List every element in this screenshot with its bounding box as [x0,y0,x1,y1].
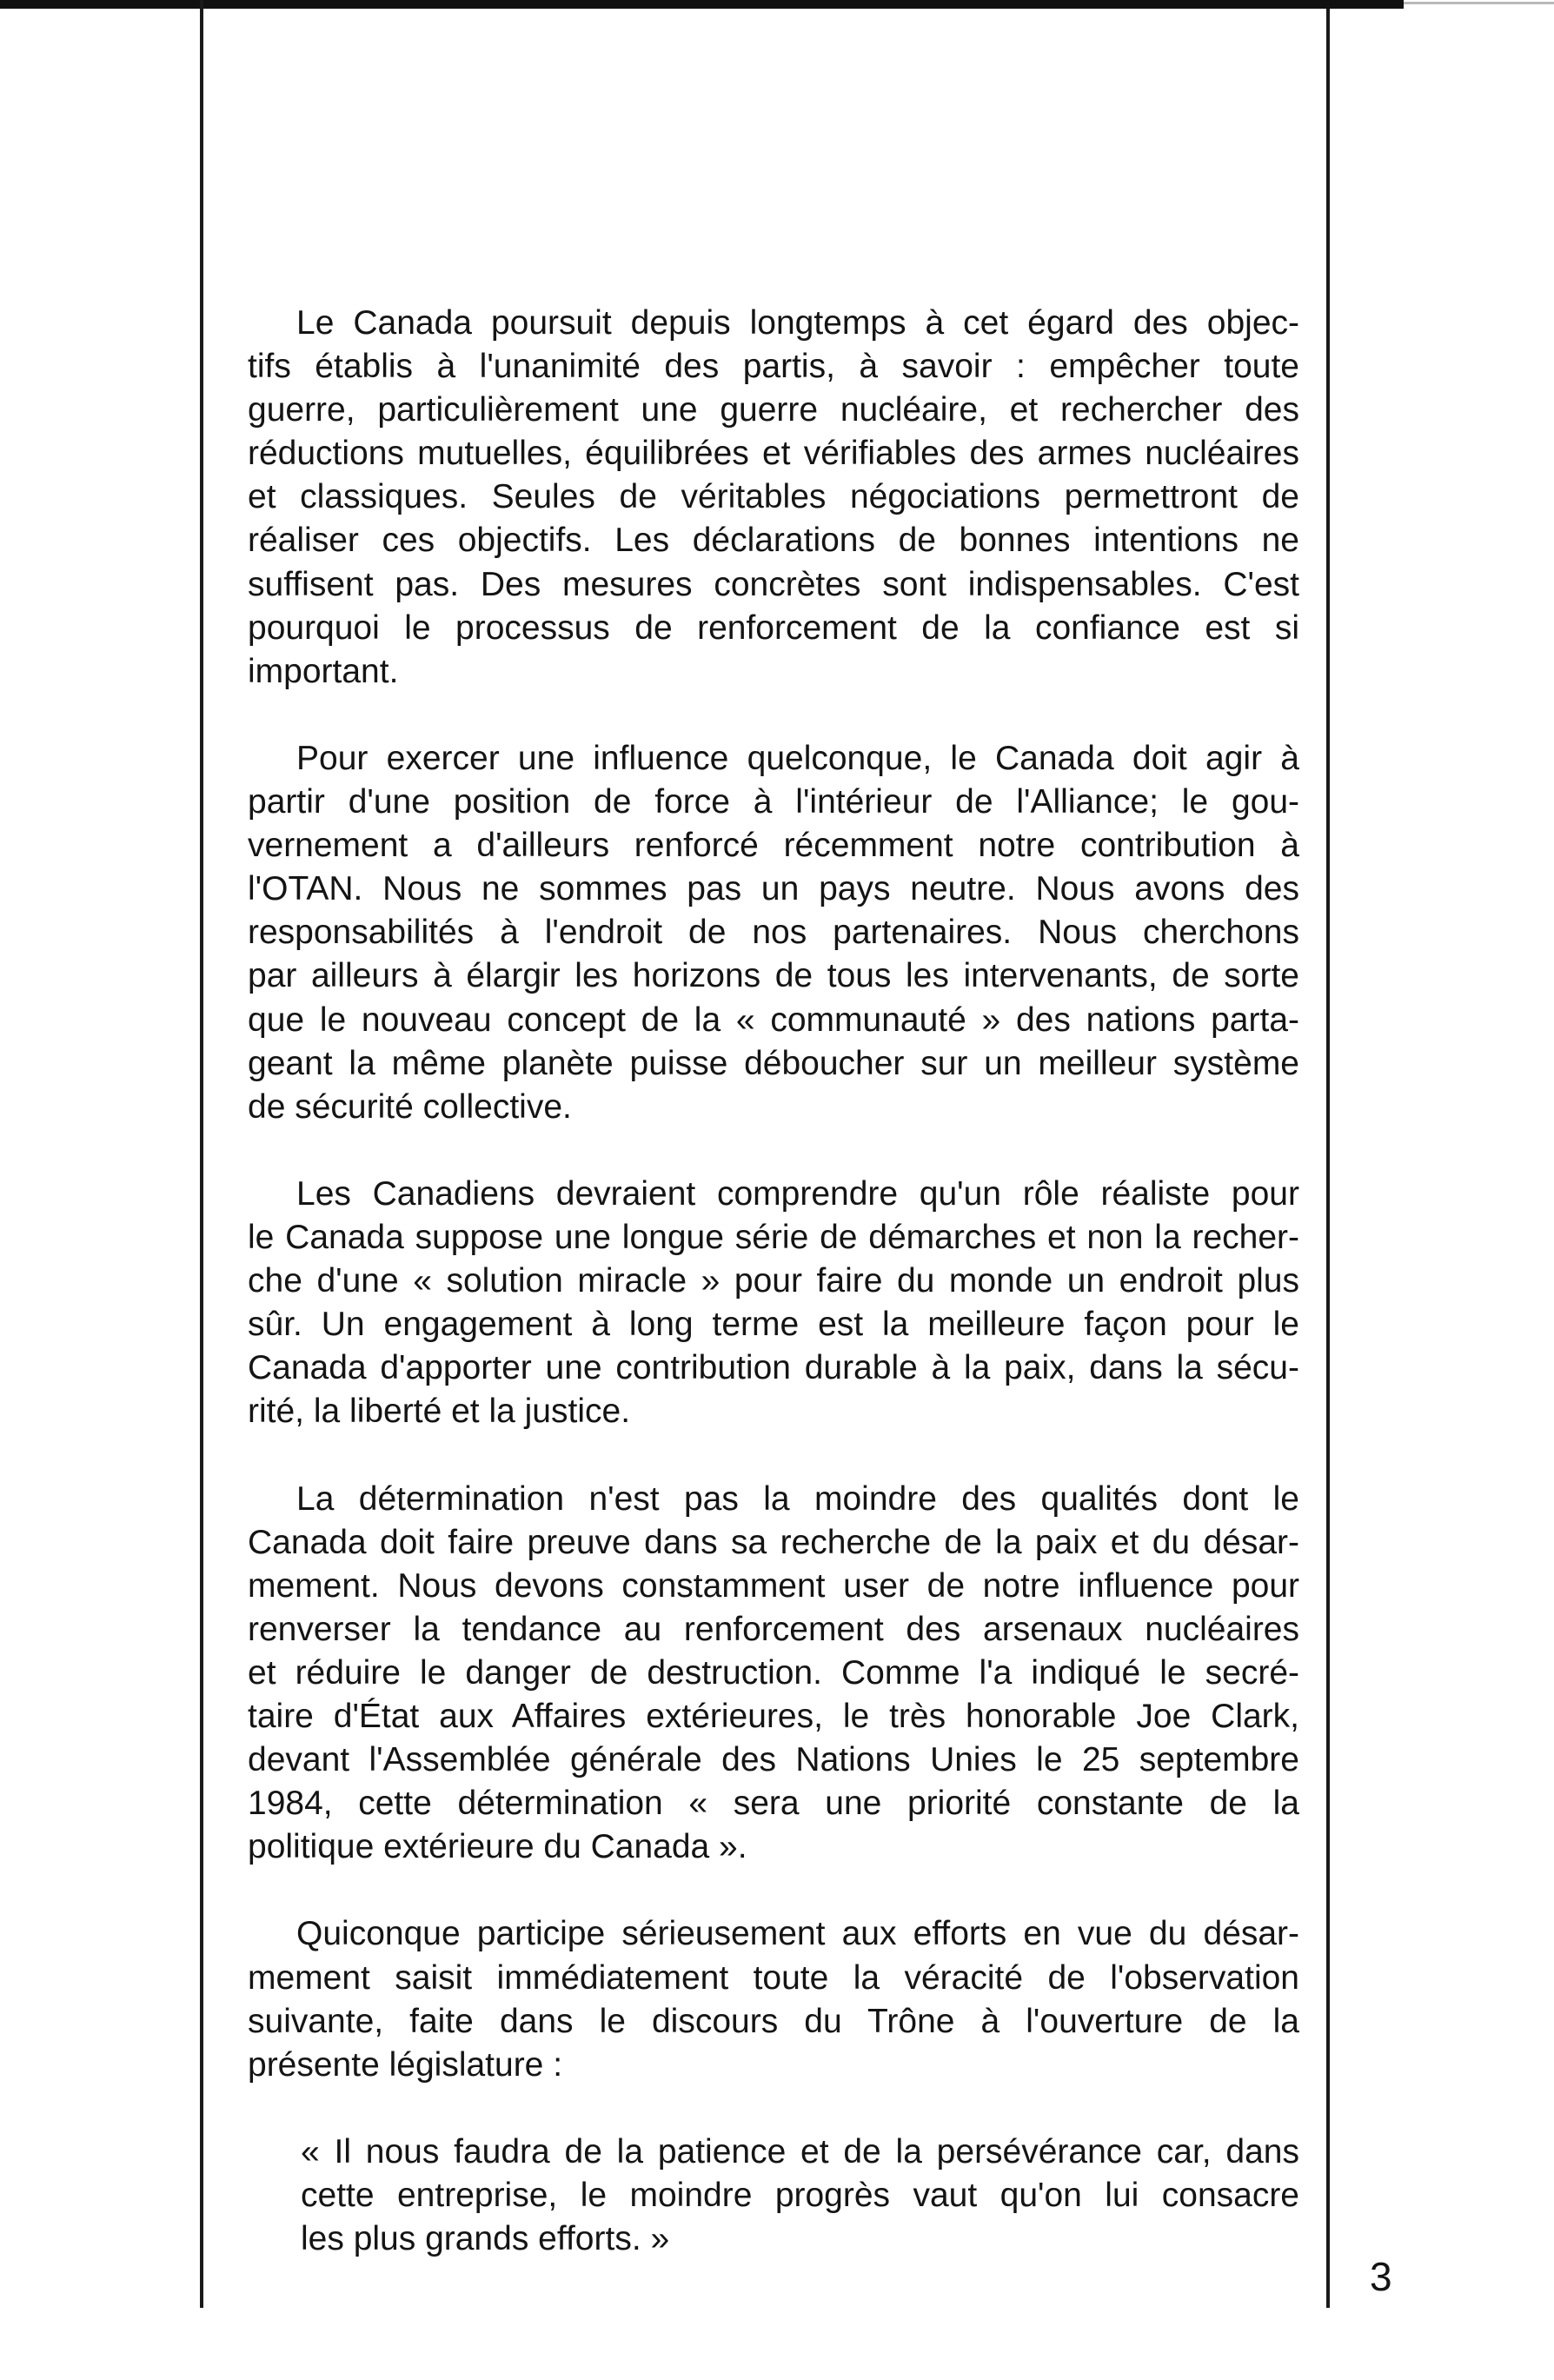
text-line: sûr. Un engagement à long terme est la meilleure façon pour le [248,1306,1299,1344]
text-line: Le Canada poursuit depuis longtemps à cet égard des objec- [296,304,1299,342]
text-line: La détermination n'est pas la moindre des qualités dont le [296,1479,1299,1518]
text-line: partir d'une position de force à l'intérieur de l'Alliance; le gou- [248,783,1299,821]
paragraph-influence [248,737,1299,1129]
text-line: Canada doit faire preuve dans sa recherche de la paix et du désar- [248,1523,1299,1561]
text-line: responsabilités à l'endroit de nos partenaires. Nous cherchons [248,914,1299,952]
margin-rule-right [1326,9,1330,2308]
text-line: Les Canadiens devraient comprendre qu'un rôle réaliste pour [296,1174,1299,1213]
text-line: renverser la tendance au renforcement des arsenaux nucléaires [248,1610,1299,1648]
text-line: che d'une « solution miracle » pour faire du monde un endroit plus [248,1262,1299,1300]
text-line: de sécurité collective. [248,1087,572,1126]
text-line: vernement a d'ailleurs renforcé récemment notre contribution à [248,827,1299,865]
quote-line: cette entreprise, le moindre progrès vaut qu'on lui consacre [301,2177,1299,2215]
text-line: le Canada suppose une longue série de démarches et non la recher- [248,1218,1299,1256]
text-line: politique extérieure du Canada ». [248,1828,747,1866]
text-line: suffisent pas. Des mesures concrètes sont indispensables. C'est [248,565,1299,603]
text-line: guerre, particulièrement une guerre nucléaire, et rechercher des [248,391,1299,429]
text-line: devant l'Assemblée générale des Nations Unies le 25 septembre [248,1741,1299,1779]
quote-line: les plus grands efforts. » [301,2220,670,2258]
text-line: mement saisit immédiatement toute la véracité de l'observation [248,1958,1299,1997]
text-line: et réduire le danger de destruction. Comme l'a indiqué le secré- [248,1653,1299,1692]
paragraph-realistic-role [248,1173,1299,1434]
text-line: 1984, cette détermination « sera une priorité constante de la [248,1785,1299,1823]
text-line: présente législature : [248,2045,563,2084]
text-line: suivante, faite dans le discours du Trône à l'ouverture de la [248,2002,1299,2040]
text-line: Pour exercer une influence quelconque, le Canada doit agir à [296,739,1299,777]
throne-speech-quote [301,2131,1299,2261]
text-line: l'OTAN. Nous ne sommes pas un pays neutre. Nous avons des [248,870,1299,908]
quote-line: « Il nous faudra de la patience et de la persévérance car, dans [301,2132,1299,2171]
text-line: geant la même planète puisse déboucher sur un meilleur système [248,1044,1299,1082]
text-line: taire d'État aux Affaires extérieures, le très honorable Joe Clark, [248,1698,1299,1735]
text-line: par ailleurs à élargir les horizons de tous les intervenants, de sorte [248,957,1299,995]
text-line: tifs établis à l'unanimité des partis, à savoir : empêcher toute [248,348,1299,386]
paragraph-determination [248,1478,1299,1870]
text-line: réaliser ces objectifs. Les déclarations de bonnes intentions ne [248,522,1299,560]
margin-rule-left [200,0,203,2308]
text-line: et classiques. Seules de véritables négociations permettront de [248,478,1299,516]
text-line: que le nouveau concept de la « communauté » des nations parta- [248,1001,1299,1039]
text-column [248,302,1299,2261]
text-line: pourquoi le processus de renforcement de la confiance est si [248,608,1299,647]
paragraph-disarmament [248,1912,1299,2086]
text-line: mement. Nous devons constamment user de notre influence pour [248,1566,1299,1605]
text-line: rité, la liberté et la justice. [248,1393,631,1431]
page-border-top-faint [1404,2,1554,4]
page-number: 3 [1370,2254,1392,2299]
text-line: Canada d'apporter une contribution durable à la paix, dans la sécu- [248,1349,1299,1387]
page-border-top [0,0,1404,9]
paragraph-objectives [248,302,1299,694]
text-line: Quiconque participe sérieusement aux efforts en vue du désar- [296,1915,1299,1953]
text-line: réductions mutuelles, équilibrées et vérifiables des armes nucléaires [248,435,1299,473]
text-line: important. [248,652,399,690]
